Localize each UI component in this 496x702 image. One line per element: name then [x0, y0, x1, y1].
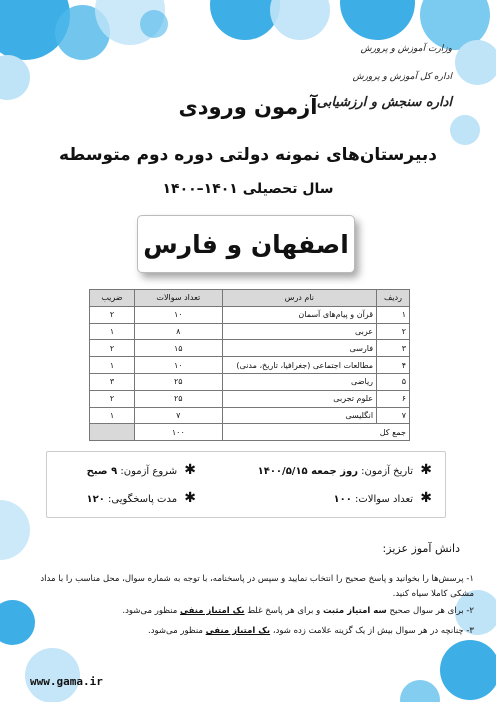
- star-icon: ✱: [184, 490, 196, 506]
- total-value: ۱۰۰: [134, 424, 222, 441]
- question-total-label: تعداد سوالات:: [355, 494, 414, 505]
- academic-year: سال تحصیلی ۱۴۰۱–۱۴۰۰: [162, 181, 334, 197]
- coefficient: ۳: [90, 373, 135, 390]
- row-num: ۱: [377, 306, 410, 323]
- table-header-row: [90, 290, 410, 307]
- exam-date-label: تاریخ آزمون:: [361, 466, 414, 477]
- col-header-subject: نام درس: [222, 290, 376, 307]
- greeting: دانش آموز عزیز:: [382, 542, 460, 555]
- row-num: ۷: [377, 407, 410, 424]
- subject-name: فارسی: [222, 340, 376, 357]
- subject-name: علوم تجربی: [222, 390, 376, 407]
- coefficient: ۲: [90, 306, 135, 323]
- star-icon: ✱: [184, 462, 196, 478]
- exam-date-value: روز جمعه ۱۴۰۰/۵/۱۵: [257, 466, 358, 477]
- subject-name: قرآن و پیام‌های آسمان: [222, 306, 376, 323]
- exam-title: آزمون ورودی: [178, 95, 318, 119]
- col-header-count: تعداد سوالات: [134, 290, 222, 307]
- coefficient: ۱: [90, 407, 135, 424]
- answer-duration-label: مدت پاسخگویی:: [108, 494, 178, 505]
- assessment-office-line: اداره سنجش و ارزشیابی: [316, 95, 452, 110]
- question-total: [334, 490, 433, 506]
- region-name: اصفهان و فارس: [143, 229, 349, 259]
- instruction-2: [20, 604, 474, 619]
- coefficient: ۲: [90, 390, 135, 407]
- col-header-coefficient: ضریب: [90, 290, 135, 307]
- exam-start: [87, 462, 196, 478]
- subject-name: انگلیسی: [222, 407, 376, 424]
- question-count: ۲۵: [134, 390, 222, 407]
- question-count: ۱۰: [134, 357, 222, 374]
- row-num: ۵: [377, 373, 410, 390]
- question-count: ۲۵: [134, 373, 222, 390]
- exam-start-value: ۹ صبح: [86, 466, 118, 477]
- exam-start-label: شروع آزمون:: [120, 466, 178, 477]
- table-row: [90, 373, 410, 390]
- star-icon: ✱: [420, 462, 432, 478]
- star-icon: ✱: [420, 490, 432, 506]
- instruction-2-part: منظور می‌شود.: [122, 606, 178, 616]
- region-box: [137, 215, 355, 273]
- coefficient: ۱: [90, 357, 135, 374]
- table-row: [90, 357, 410, 374]
- instruction-1: ۱- پرسش‌ها را بخوانید و پاسخ صحیح را انتخاب نمایید و سپس در پاسخنامه، با توجه به شماره سوال، محل مناسب را با مداد مشکی کاملا سیاه کنید.: [40, 574, 474, 599]
- negative-score-text: یک امتیاز منفی: [205, 626, 271, 636]
- table-row: [90, 323, 410, 340]
- question-count: ۱۵: [134, 340, 222, 357]
- exam-subtitle: دبیرستان‌های نمونه دولتی دوره دوم متوسطه: [58, 145, 438, 165]
- coefficient: ۱: [90, 323, 135, 340]
- instruction-2-part: و برای هر پاسخ غلط: [247, 606, 321, 616]
- instruction-3-part: منظور می‌شود.: [148, 626, 203, 636]
- instruction-3: [20, 624, 474, 639]
- subjects-table: [89, 289, 410, 441]
- question-count: ۷: [134, 407, 222, 424]
- ministry-line: وزارت آموزش و پرورش: [360, 44, 452, 54]
- subject-name: مطالعات اجتماعی (جغرافیا، تاریخ، مدنی): [222, 357, 376, 374]
- general-office-line: اداره کل آموزش و پرورش: [352, 72, 452, 82]
- col-header-row-num: ردیف: [377, 290, 410, 307]
- row-num: ۶: [377, 390, 410, 407]
- table-total-row: [90, 424, 410, 441]
- table-row: [90, 340, 410, 357]
- answer-duration-value: ۱۲۰: [86, 494, 105, 505]
- row-num: ۲: [377, 323, 410, 340]
- subject-name: عربی: [222, 323, 376, 340]
- total-coef-empty: [90, 424, 135, 441]
- exam-date: [258, 462, 432, 478]
- coefficient: ۲: [90, 340, 135, 357]
- negative-score-text: یک امتیاز منفی: [180, 606, 245, 616]
- table-row: [90, 306, 410, 323]
- subject-name: ریاضی: [222, 373, 376, 390]
- positive-score-text: سه امتیاز مثبت: [322, 606, 387, 616]
- row-num: ۳: [377, 340, 410, 357]
- answer-duration: [87, 490, 196, 506]
- total-label: جمع کل: [222, 424, 409, 441]
- instruction-2-part: ۲- برای هر سوال صحیح: [389, 606, 474, 616]
- instruction-3-part: ۳- چنانچه در هر سوال بیش از یک گزینه علامت زده شود،: [272, 626, 474, 636]
- row-num: ۴: [377, 357, 410, 374]
- question-count: ۱۰: [134, 306, 222, 323]
- question-total-value: ۱۰۰: [333, 494, 352, 505]
- table-row: [90, 407, 410, 424]
- question-count: ۸: [134, 323, 222, 340]
- table-row: [90, 390, 410, 407]
- website-link[interactable]: www.gama.ir: [30, 675, 103, 688]
